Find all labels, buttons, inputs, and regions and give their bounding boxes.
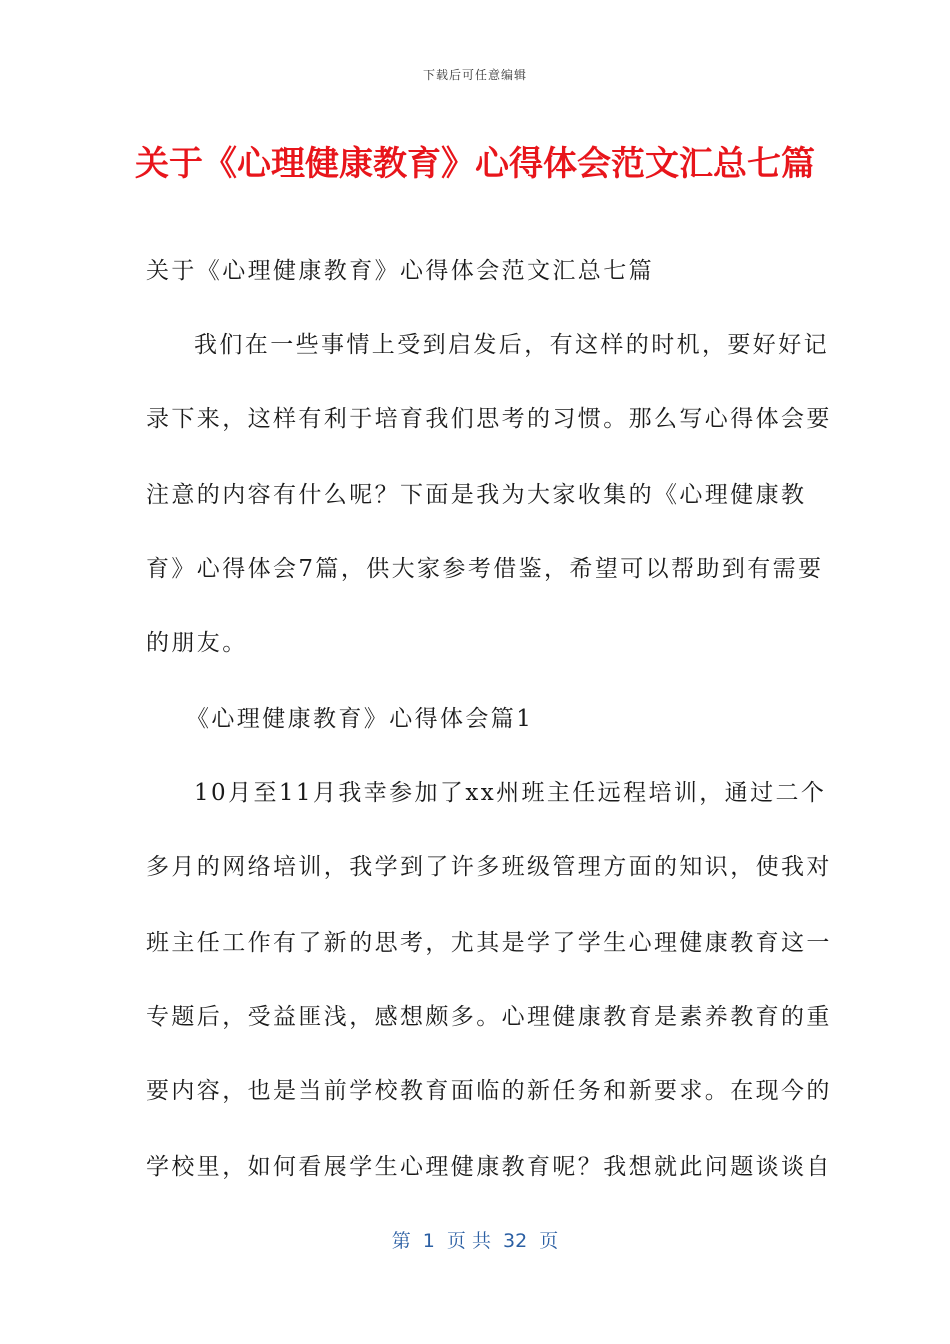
paragraph-line: 多月的网络培训，我学到了许多班级管理方面的知识，使我对 xyxy=(146,854,832,880)
header-note: 下载后可任意编辑 xyxy=(422,68,527,82)
paragraph-line: 要内容，也是当前学校教育面临的新任务和新要求。在现今的 xyxy=(146,1078,832,1104)
paragraph-line: 10月至11月我幸参加了xx州班主任远程培训，通过二个 xyxy=(194,780,827,806)
paragraph-line: 的朋友。 xyxy=(146,630,248,656)
paragraph-line: 专题后，受益匪浅，感想颇多。心理健康教育是素养教育的重 xyxy=(146,1004,832,1030)
paragraph-line: 录下来，这样有利于培育我们思考的习惯。那么写心得体会要 xyxy=(146,406,832,432)
paragraph-line: 班主任工作有了新的思考，尤其是学了学生心理健康教育这一 xyxy=(146,930,832,956)
paragraph-line: 育》心得体会7篇，供大家参考借鉴，希望可以帮助到有需要 xyxy=(146,556,824,582)
page-footer: 第 1 页 共 32 页 xyxy=(391,1230,559,1252)
document-title: 关于《心理健康教育》心得体会范文汇总七篇 xyxy=(135,144,815,184)
paragraph-line: 注意的内容有什么呢？下面是我为大家收集的《心理健康教 xyxy=(146,482,807,508)
paragraph-line: 我们在一些事情上受到启发后，有这样的时机，要好好记 xyxy=(194,332,829,358)
paragraph-line: 学校里，如何看展学生心理健康教育呢？我想就此问题谈谈自 xyxy=(146,1154,832,1180)
section-heading: 《心理健康教育》心得体会篇1 xyxy=(186,706,534,732)
document-subtitle: 关于《心理健康教育》心得体会范文汇总七篇 xyxy=(146,258,654,284)
